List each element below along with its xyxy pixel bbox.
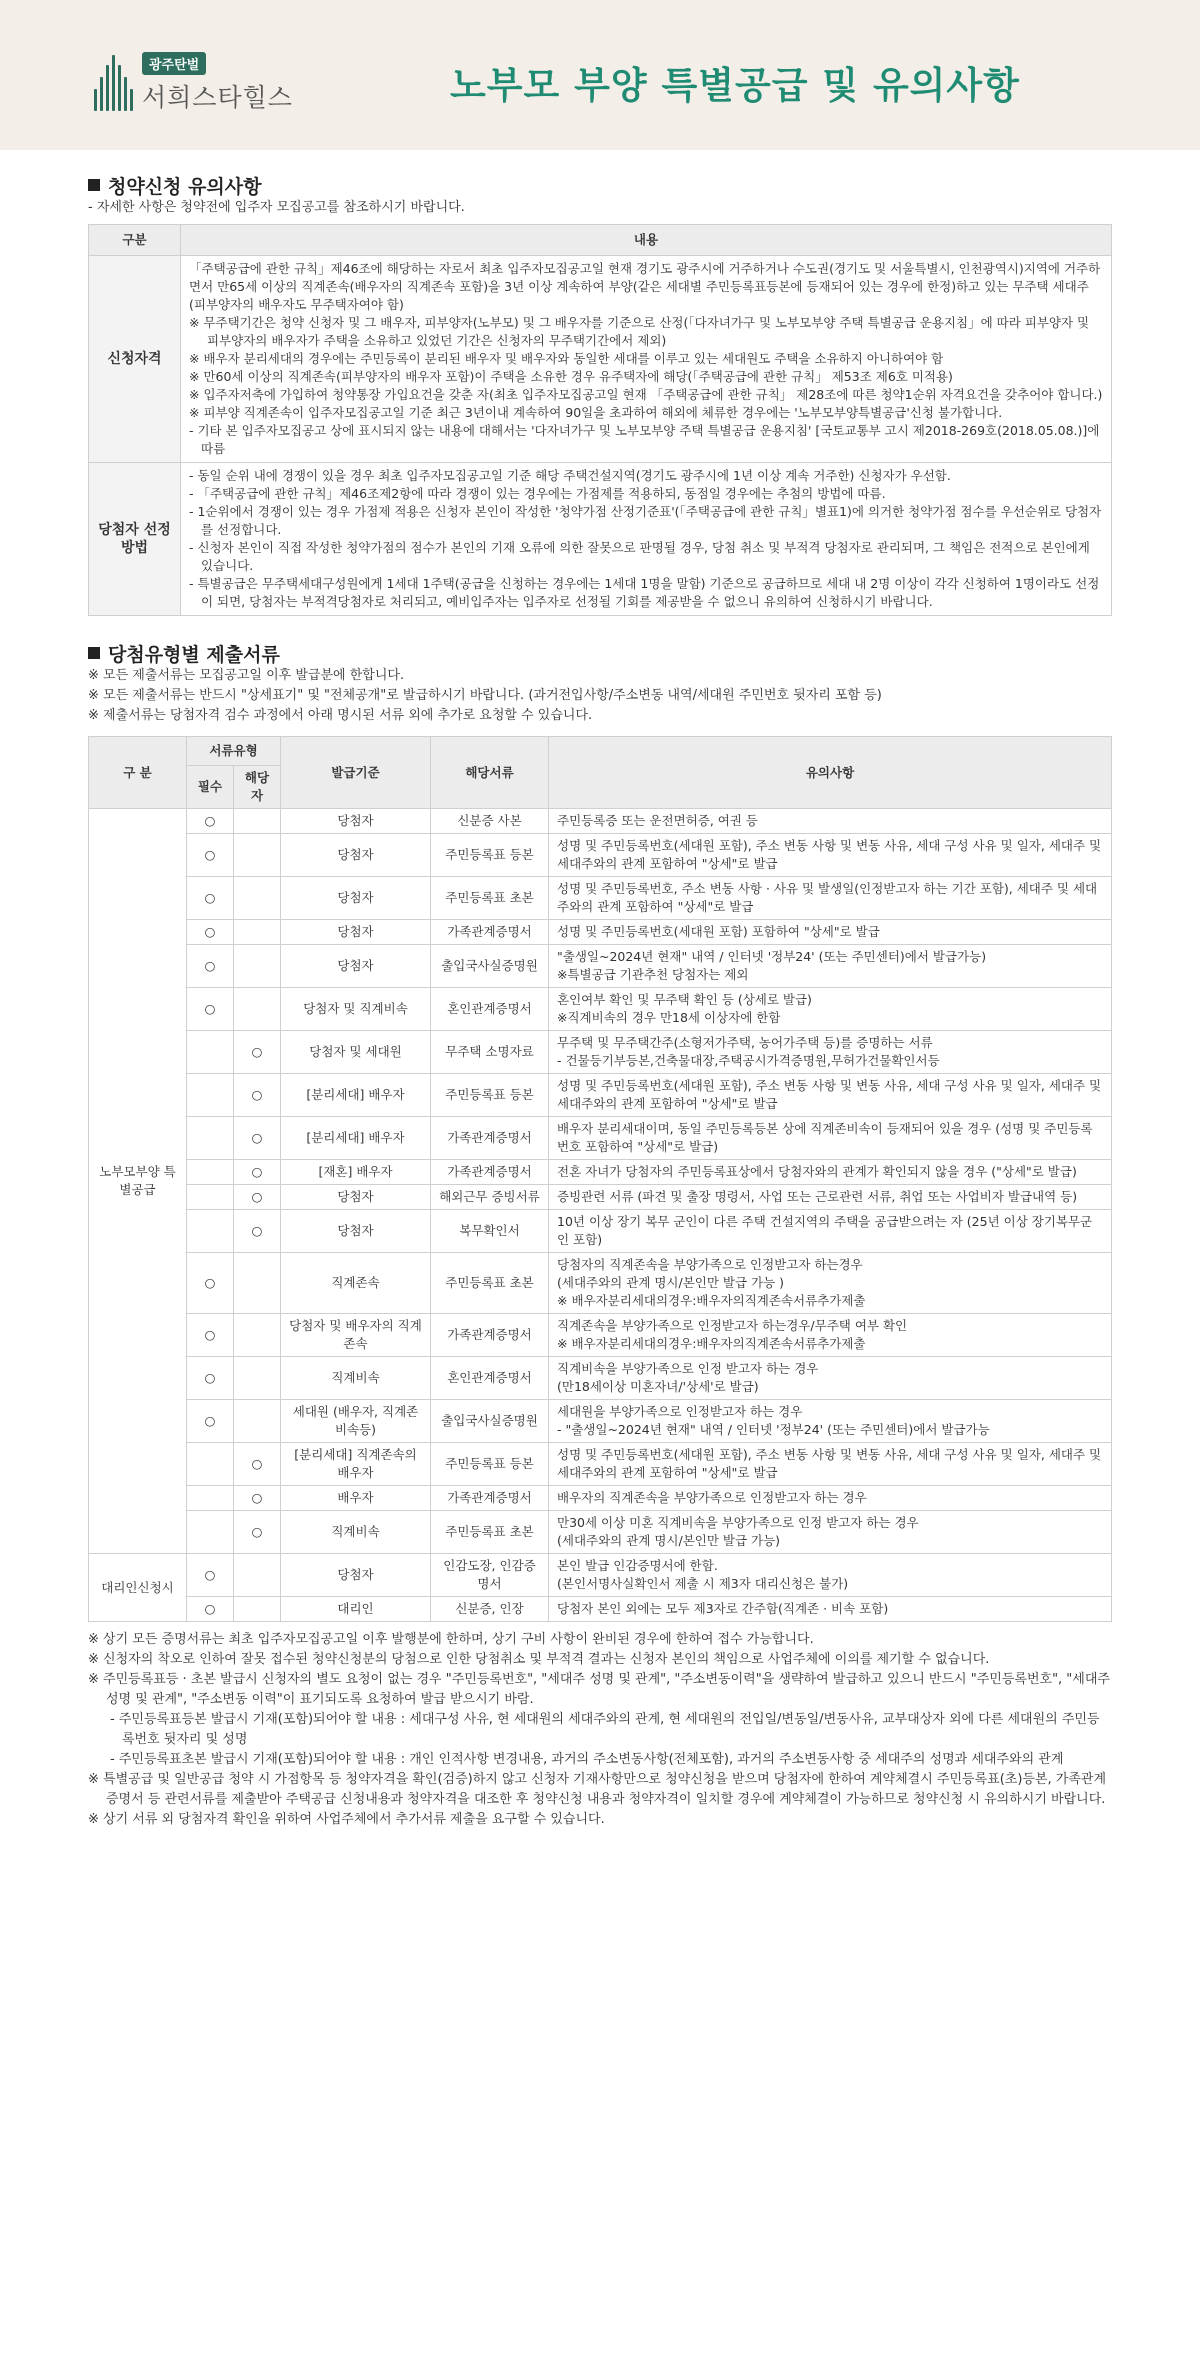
table-row xyxy=(89,1357,1112,1400)
section-title-text: 청약신청 유의사항 xyxy=(108,175,262,198)
required-mark xyxy=(187,1486,234,1511)
page-header xyxy=(0,0,1200,150)
table-row xyxy=(89,1074,1112,1117)
documents-table xyxy=(88,736,1112,1622)
document-cell: 신분증 사본 xyxy=(431,809,549,834)
note-cell: 성명 및 주민등록번호(세대원 포함), 주소 변동 사항 및 변동 사유, 세대 구성 사유 및 일자, 세대주 및 세대주와의 관계 포함하여 "상세"로 발급 xyxy=(549,834,1112,877)
footer-note: ※ 신청자의 착오로 인하여 잘못 접수된 청약신청분의 당첨으로 인한 당첨취소 및 부적격 결과는 신청자 본인의 책임으로 사업주체에 이의를 제기할 수 없습니다. xyxy=(88,1652,990,1667)
applicable-mark: ○ xyxy=(234,1117,281,1160)
table-row xyxy=(89,1597,1112,1622)
issue-basis-cell: 당첨자 xyxy=(281,877,431,920)
document-cell: 가족관계증명서 xyxy=(431,1314,549,1357)
section-intro: - 자세한 사항은 청약전에 입주자 모집공고를 참조하시기 바랍니다. xyxy=(88,200,465,215)
col-header-applicable: 해당자 xyxy=(234,766,281,809)
table-row xyxy=(89,1031,1112,1074)
table-row xyxy=(89,877,1112,920)
document-cell: 가족관계증명서 xyxy=(431,1486,549,1511)
content-line: - 기타 본 입주자모집공고 상에 표시되지 않는 내용에 대해서는 '다자녀가구 및 노부모부양 주택 특별공급 운용지침' [국토교통부 고시 제2018-269호(2018.05.08.)]에 따름 xyxy=(189,423,1100,456)
required-mark: ○ xyxy=(187,1597,234,1622)
document-cell: 해외근무 증빙서류 xyxy=(431,1185,549,1210)
table-row xyxy=(89,809,1112,834)
document-cell: 주민등록표 초본 xyxy=(431,1253,549,1314)
row-content xyxy=(181,463,1112,616)
col-header-content: 내용 xyxy=(181,225,1112,256)
note-cell: 세대원을 부양가족으로 인정받고자 하는 경우 - "출생일~2024년 현재" 내역 / 인터넷 '정부24' (또는 주민센터)에서 발급가능 xyxy=(549,1400,1112,1443)
footer-note: ※ 상기 모든 증명서류는 최초 입주자모집공고일 이후 발행분에 한하며, 상기 구비 사항이 완비된 경우에 한하여 접수 가능합니다. xyxy=(88,1632,814,1647)
content-line: - 신청자 본인이 직접 작성한 청약가점의 점수가 본인의 기재 오류에 의한 잘못으로 판명될 경우, 당첨 취소 및 부적격 당첨자로 관리되며, 그 책임은 전적으로 본인에게 있습니다. xyxy=(189,540,1090,573)
footer-note: ※ 상기 서류 외 당첨자격 확인을 위하여 사업주체에서 추가서류 제출을 요구할 수 있습니다. xyxy=(88,1812,605,1827)
footer-notes xyxy=(88,1630,1112,1830)
document-cell: 가족관계증명서 xyxy=(431,920,549,945)
applicable-mark xyxy=(234,809,281,834)
category-cell: 대리인신청시 xyxy=(89,1554,187,1622)
applicable-mark xyxy=(234,988,281,1031)
document-cell: 주민등록표 등본 xyxy=(431,834,549,877)
required-mark xyxy=(187,1511,234,1554)
document-cell: 주민등록표 초본 xyxy=(431,1511,549,1554)
main-content xyxy=(88,172,1112,1830)
document-cell: 신분증, 인장 xyxy=(431,1597,549,1622)
applicable-mark xyxy=(234,1357,281,1400)
table-row xyxy=(89,1160,1112,1185)
square-bullet-icon xyxy=(88,647,100,659)
applicable-mark: ○ xyxy=(234,1443,281,1486)
issue-basis-cell: 당첨자 및 배우자의 직계존속 xyxy=(281,1314,431,1357)
required-mark: ○ xyxy=(187,834,234,877)
note-cell: 당첨자의 직계존속을 부양가족으로 인정받고자 하는경우 (세대주와의 관계 명시/본인만 발급 가능 ) ※ 배우자분리세대의경우:배우자의직계존속서류추가제출 xyxy=(549,1253,1112,1314)
issue-basis-cell: 세대원 (배우자, 직계존비속등) xyxy=(281,1400,431,1443)
content-line: ※ 무주택기간은 청약 신청자 및 그 배우자, 피부양자(노부모) 및 그 배우자를 기준으로 산정(「다자녀가구 및 노부모부양 주택 특별공급 운용지침」에 따라 피부양자 및 피부양자의 배우자가 주택을 소유하고 있었던 기간은 신청자의 무주택기간에서 제외) xyxy=(189,315,1090,348)
doc-note: ※ 모든 제출서류는 반드시 "상세표기" 및 "전체공개"로 발급하시기 바랍니다. (과거전입사항/주소변동 내역/세대원 주민번호 뒷자리 포함 등) xyxy=(88,688,882,703)
section-title-documents xyxy=(88,640,1112,666)
document-cell: 혼인관계증명서 xyxy=(431,988,549,1031)
required-mark xyxy=(187,1160,234,1185)
note-cell: 10년 이상 장기 복무 군인이 다른 주택 건설지역의 주택을 공급받으려는 자 (25년 이상 장기복무군인 포함) xyxy=(549,1210,1112,1253)
table-row xyxy=(89,1210,1112,1253)
content-line: ※ 배우자 분리세대의 경우에는 주민등록이 분리된 배우자 및 배우자와 동일한 세대를 이루고 있는 세대원도 주택을 소유하지 아니하여야 함 xyxy=(189,351,944,366)
applicable-mark: ○ xyxy=(234,1486,281,1511)
note-cell: "출생일~2024년 현재" 내역 / 인터넷 '정부24' (또는 주민센터)에서 발급가능) ※특별공급 기관추천 당첨자는 제외 xyxy=(549,945,1112,988)
col-header-document: 해당서류 xyxy=(431,737,549,809)
footer-sub-note: - 주민등록표등본 발급시 기재(포함)되어야 할 내용 : 세대구성 사유, 현 세대원의 세대주와의 관계, 현 세대원의 전입일/변동일/변동사유, 교부대상자 외에 다른 세대원의 주민등록번호 뒷자리 및 성명 xyxy=(110,1712,1100,1747)
table-row xyxy=(89,1511,1112,1554)
table-row xyxy=(89,1314,1112,1357)
table-row xyxy=(89,463,1112,616)
table-row xyxy=(89,945,1112,988)
issue-basis-cell: 당첨자 xyxy=(281,1554,431,1597)
issue-basis-cell: [재혼] 배우자 xyxy=(281,1160,431,1185)
applicable-mark: ○ xyxy=(234,1210,281,1253)
table-row xyxy=(89,834,1112,877)
section-title-notice xyxy=(88,172,1112,198)
required-mark: ○ xyxy=(187,809,234,834)
required-mark: ○ xyxy=(187,1357,234,1400)
section-title-text: 당첨유형별 제출서류 xyxy=(108,643,280,666)
document-cell: 혼인관계증명서 xyxy=(431,1357,549,1400)
logo-badge: 광주탄벌 xyxy=(142,52,206,75)
table-row xyxy=(89,988,1112,1031)
logo-bars-icon xyxy=(94,55,136,111)
content-line: - 「주택공급에 관한 규칙」제46조제2항에 따라 경쟁이 있는 경우에는 가점제를 적용하되, 동점일 경우에는 추첨의 방법에 따름. xyxy=(189,486,886,501)
table-row xyxy=(89,920,1112,945)
col-header-doc-type: 서류유형 xyxy=(187,737,281,766)
issue-basis-cell: 당첨자 xyxy=(281,834,431,877)
issue-basis-cell: 당첨자 및 직계비속 xyxy=(281,988,431,1031)
note-cell: 성명 및 주민등록번호, 주소 변동 사항 · 사유 및 발생일(인정받고자 하는 기간 포함), 세대주 및 세대주와의 관계 포함하여 "상세"로 발급 xyxy=(549,877,1112,920)
page-title: 노부모 부양 특별공급 및 유의사항 xyxy=(450,64,1020,107)
required-mark: ○ xyxy=(187,1400,234,1443)
note-cell: 무주택 및 무주택간주(소형저가주택, 농어가주택 등)를 증명하는 서류 - 건물등기부등본,건축물대장,주택공시가격증명원,무허가건물확인서등 xyxy=(549,1031,1112,1074)
issue-basis-cell: 직계비속 xyxy=(281,1357,431,1400)
row-label: 신청자격 xyxy=(89,256,181,463)
note-cell: 성명 및 주민등록번호(세대원 포함) 포함하여 "상세"로 발급 xyxy=(549,920,1112,945)
required-mark xyxy=(187,1031,234,1074)
issue-basis-cell: [분리세대] 배우자 xyxy=(281,1074,431,1117)
content-line: - 특별공급은 무주택세대구성원에게 1세대 1주택(공급을 신청하는 경우에는 1세대 1명을 말함) 기준으로 공급하므로 세대 내 2명 이상이 각각 신청하여 1명이라도 선정이 되면, 당첨자는 부적격당첨자로 처리되고, 예비입주자는 입주자로 선정될 기회를 제공받을 수 없으니 유의하여 신청하시기 바랍니다. xyxy=(189,576,1100,609)
note-cell: 성명 및 주민등록번호(세대원 포함), 주소 변동 사항 및 변동 사유, 세대 구성 사유 및 일자, 세대주 및 세대주와의 관계 포함하여 "상세"로 발급 xyxy=(549,1074,1112,1117)
content-line: ※ 입주자저축에 가입하여 청약통장 가입요건을 갖춘 자(최초 입주자모집공고일 현재 「주택공급에 관한 규칙」 제28조에 따른 청약1순위 자격요건을 갖추어야 합니다.) xyxy=(189,387,1103,402)
issue-basis-cell: 당첨자 xyxy=(281,1210,431,1253)
applicable-mark xyxy=(234,877,281,920)
required-mark: ○ xyxy=(187,1314,234,1357)
required-mark: ○ xyxy=(187,945,234,988)
applicable-mark xyxy=(234,1597,281,1622)
content-line: ※ 만60세 이상의 직계존속(피부양자의 배우자 포함)이 주택을 소유한 경우 유주택자에 해당(「주택공급에 관한 규칙」 제53조 제6호 미적용) xyxy=(189,369,953,384)
required-mark: ○ xyxy=(187,988,234,1031)
note-cell: 배우자의 직계존속을 부양가족으로 인정받고자 하는 경우 xyxy=(549,1486,1112,1511)
document-cell: 주민등록표 등본 xyxy=(431,1443,549,1486)
applicable-mark xyxy=(234,945,281,988)
issue-basis-cell: [분리세대] 배우자 xyxy=(281,1117,431,1160)
col-header-notes: 유의사항 xyxy=(549,737,1112,809)
note-cell: 주민등록증 또는 운전면허증, 여권 등 xyxy=(549,809,1112,834)
table-row xyxy=(89,1486,1112,1511)
square-bullet-icon xyxy=(88,179,100,191)
required-mark: ○ xyxy=(187,920,234,945)
eligibility-table xyxy=(88,224,1112,616)
applicable-mark xyxy=(234,920,281,945)
note-cell: 본인 발급 인감증명서에 한함. (본인서명사실확인서 제출 시 제3자 대리신청은 불가) xyxy=(549,1554,1112,1597)
applicable-mark: ○ xyxy=(234,1160,281,1185)
note-cell: 증빙관련 서류 (파견 및 출장 명령서, 사업 또는 근로관련 서류, 취업 또는 사업비자 발급내역 등) xyxy=(549,1185,1112,1210)
row-label: 당첨자 선정방법 xyxy=(89,463,181,616)
document-cell: 주민등록표 초본 xyxy=(431,877,549,920)
document-cell: 출입국사실증명원 xyxy=(431,945,549,988)
applicable-mark: ○ xyxy=(234,1185,281,1210)
required-mark xyxy=(187,1117,234,1160)
document-cell: 가족관계증명서 xyxy=(431,1117,549,1160)
brand-logo xyxy=(94,52,293,114)
content-line: 「주택공급에 관한 규칙」제46조에 해당하는 자로서 최초 입주자모집공고일 현재 경기도 광주시에 거주하거나 수도권(경기도 및 서울특별시, 인천광역시)지역에 거주하면서 만65세 이상의 직계존속(배우자의 직계존속 포함)을 3년 이상 계속하여 부양(같은 세대별 주민등록표등본에 등재되어 있는 경우에 한정)하고 있는 무주택 세대주(피부양자의 배우자도 무주택자여야 함) xyxy=(189,261,1101,312)
issue-basis-cell: 당첨자 및 세대원 xyxy=(281,1031,431,1074)
col-header-required: 필수 xyxy=(187,766,234,809)
table-row xyxy=(89,1117,1112,1160)
content-line: ※ 피부양 직계존속이 입주자모집공고일 기준 최근 3년이내 계속하여 90일을 초과하여 해외에 체류한 경우에는 '노부모부양특별공급'신청 불가합니다. xyxy=(189,405,1003,420)
footer-note: ※ 특별공급 및 일반공급 청약 시 가점항목 등 청약자격을 확인(검증)하지 않고 신청자 기재사항만으로 청약신청을 받으며 당첨자에 한하여 계약체결시 주민등록표(초)등본, 가족관계증명서 등 관련서류를 제출받아 주택공급 신청내용과 청약자격을 대조한 후 청약신청 내용과 청약자격이 일치할 경우에 계약체결이 가능하므로 청약신청 시 유의하시기 바랍니다. xyxy=(88,1772,1107,1807)
issue-basis-cell: 당첨자 xyxy=(281,945,431,988)
content-line: - 1순위에서 경쟁이 있는 경우 가점제 적용은 신청자 본인이 작성한 '청약가점 산정기준표'(「주택공급에 관한 규칙」별표1)에 의거한 청약가점 점수를 우선순위로 당첨자를 선정합니다. xyxy=(189,504,1102,537)
footer-sub-note: - 주민등록표초본 발급시 기재(포함)되어야 할 내용 : 개인 인적사항 변경내용, 과거의 주소변동사항(전체포함), 과거의 주소변동사항 중 세대주의 성명과 세대주와의 관계 xyxy=(110,1752,1064,1767)
required-mark: ○ xyxy=(187,1554,234,1597)
issue-basis-cell: 당첨자 xyxy=(281,920,431,945)
document-cell: 무주택 소명자료 xyxy=(431,1031,549,1074)
issue-basis-cell: 직계존속 xyxy=(281,1253,431,1314)
required-mark xyxy=(187,1074,234,1117)
document-cell: 인감도장, 인감증명서 xyxy=(431,1554,549,1597)
doc-note: ※ 제출서류는 당첨자격 검수 과정에서 아래 명시된 서류 외에 추가로 요청할 수 있습니다. xyxy=(88,708,593,723)
applicable-mark xyxy=(234,834,281,877)
applicable-mark xyxy=(234,1400,281,1443)
note-cell: 배우자 분리세대이며, 동일 주민등록등본 상에 직계존비속이 등재되어 있을 경우 (성명 및 주민등록번호 포함하여 "상세"로 발급) xyxy=(549,1117,1112,1160)
required-mark xyxy=(187,1443,234,1486)
applicable-mark xyxy=(234,1314,281,1357)
required-mark: ○ xyxy=(187,877,234,920)
logo-name: 서희스타힐스 xyxy=(142,83,293,112)
document-cell: 가족관계증명서 xyxy=(431,1160,549,1185)
content-line: - 동일 순위 내에 경쟁이 있을 경우 최초 입주자모집공고일 기준 해당 주택건설지역(경기도 광주시에 1년 이상 계속 거주한) 신청자가 우선함. xyxy=(189,468,951,483)
note-cell: 전혼 자녀가 당첨자의 주민등록표상에서 당첨자와의 관계가 확인되지 않을 경우 ("상세"로 발급) xyxy=(549,1160,1112,1185)
col-header-category: 구 분 xyxy=(89,737,187,809)
note-cell: 직계존속을 부양가족으로 인정받고자 하는경우/무주택 여부 확인 ※ 배우자분리세대의경우:배우자의직계존속서류추가제출 xyxy=(549,1314,1112,1357)
col-header-category: 구분 xyxy=(89,225,181,256)
table-row xyxy=(89,1443,1112,1486)
note-cell: 직계비속을 부양가족으로 인정 받고자 하는 경우 (만18세이상 미혼자녀/'상세'로 발급) xyxy=(549,1357,1112,1400)
issue-basis-cell: 대리인 xyxy=(281,1597,431,1622)
doc-note: ※ 모든 제출서류는 모집공고일 이후 발급분에 한합니다. xyxy=(88,668,405,683)
applicable-mark: ○ xyxy=(234,1074,281,1117)
applicable-mark: ○ xyxy=(234,1511,281,1554)
issue-basis-cell: 당첨자 xyxy=(281,809,431,834)
col-header-issue-basis: 발급기준 xyxy=(281,737,431,809)
note-cell: 당첨자 본인 외에는 모두 제3자로 간주함(직계존 · 비속 포함) xyxy=(549,1597,1112,1622)
table-row xyxy=(89,1185,1112,1210)
row-content xyxy=(181,256,1112,463)
table-row xyxy=(89,1400,1112,1443)
issue-basis-cell: 당첨자 xyxy=(281,1185,431,1210)
note-cell: 만30세 이상 미혼 직계비속을 부양가족으로 인정 받고자 하는 경우 (세대주와의 관계 명시/본인만 발급 가능) xyxy=(549,1511,1112,1554)
required-mark: ○ xyxy=(187,1253,234,1314)
note-cell: 혼인여부 확인 및 무주택 확인 등 (상세로 발급) ※직계비속의 경우 만18세 이상자에 한함 xyxy=(549,988,1112,1031)
document-cell: 주민등록표 등본 xyxy=(431,1074,549,1117)
table-row xyxy=(89,256,1112,463)
table-row xyxy=(89,1253,1112,1314)
applicable-mark xyxy=(234,1253,281,1314)
table-row xyxy=(89,1554,1112,1597)
category-cell: 노부모부양 특별공급 xyxy=(89,809,187,1554)
required-mark xyxy=(187,1185,234,1210)
issue-basis-cell: 직계비속 xyxy=(281,1511,431,1554)
document-cell: 복무확인서 xyxy=(431,1210,549,1253)
applicable-mark: ○ xyxy=(234,1031,281,1074)
footer-note: ※ 주민등록표등 · 초본 발급시 신청자의 별도 요청이 없는 경우 "주민등록번호", "세대주 성명 및 관계", "주소변동이력"을 생략하여 발급하고 있으니 반드시 "주민등록번호", "세대주 성명 및 관계", "주소변동 이력"이 표기되도록 요청하여 발급 받으시기 바람. xyxy=(88,1672,1110,1707)
document-cell: 출입국사실증명원 xyxy=(431,1400,549,1443)
note-cell: 성명 및 주민등록번호(세대원 포함), 주소 변동 사항 및 변동 사유, 세대 구성 사유 및 일자, 세대주 및 세대주와의 관계 포함하여 "상세"로 발급 xyxy=(549,1443,1112,1486)
applicable-mark xyxy=(234,1554,281,1597)
issue-basis-cell: 배우자 xyxy=(281,1486,431,1511)
issue-basis-cell: [분리세대] 직계존속의배우자 xyxy=(281,1443,431,1486)
required-mark xyxy=(187,1210,234,1253)
